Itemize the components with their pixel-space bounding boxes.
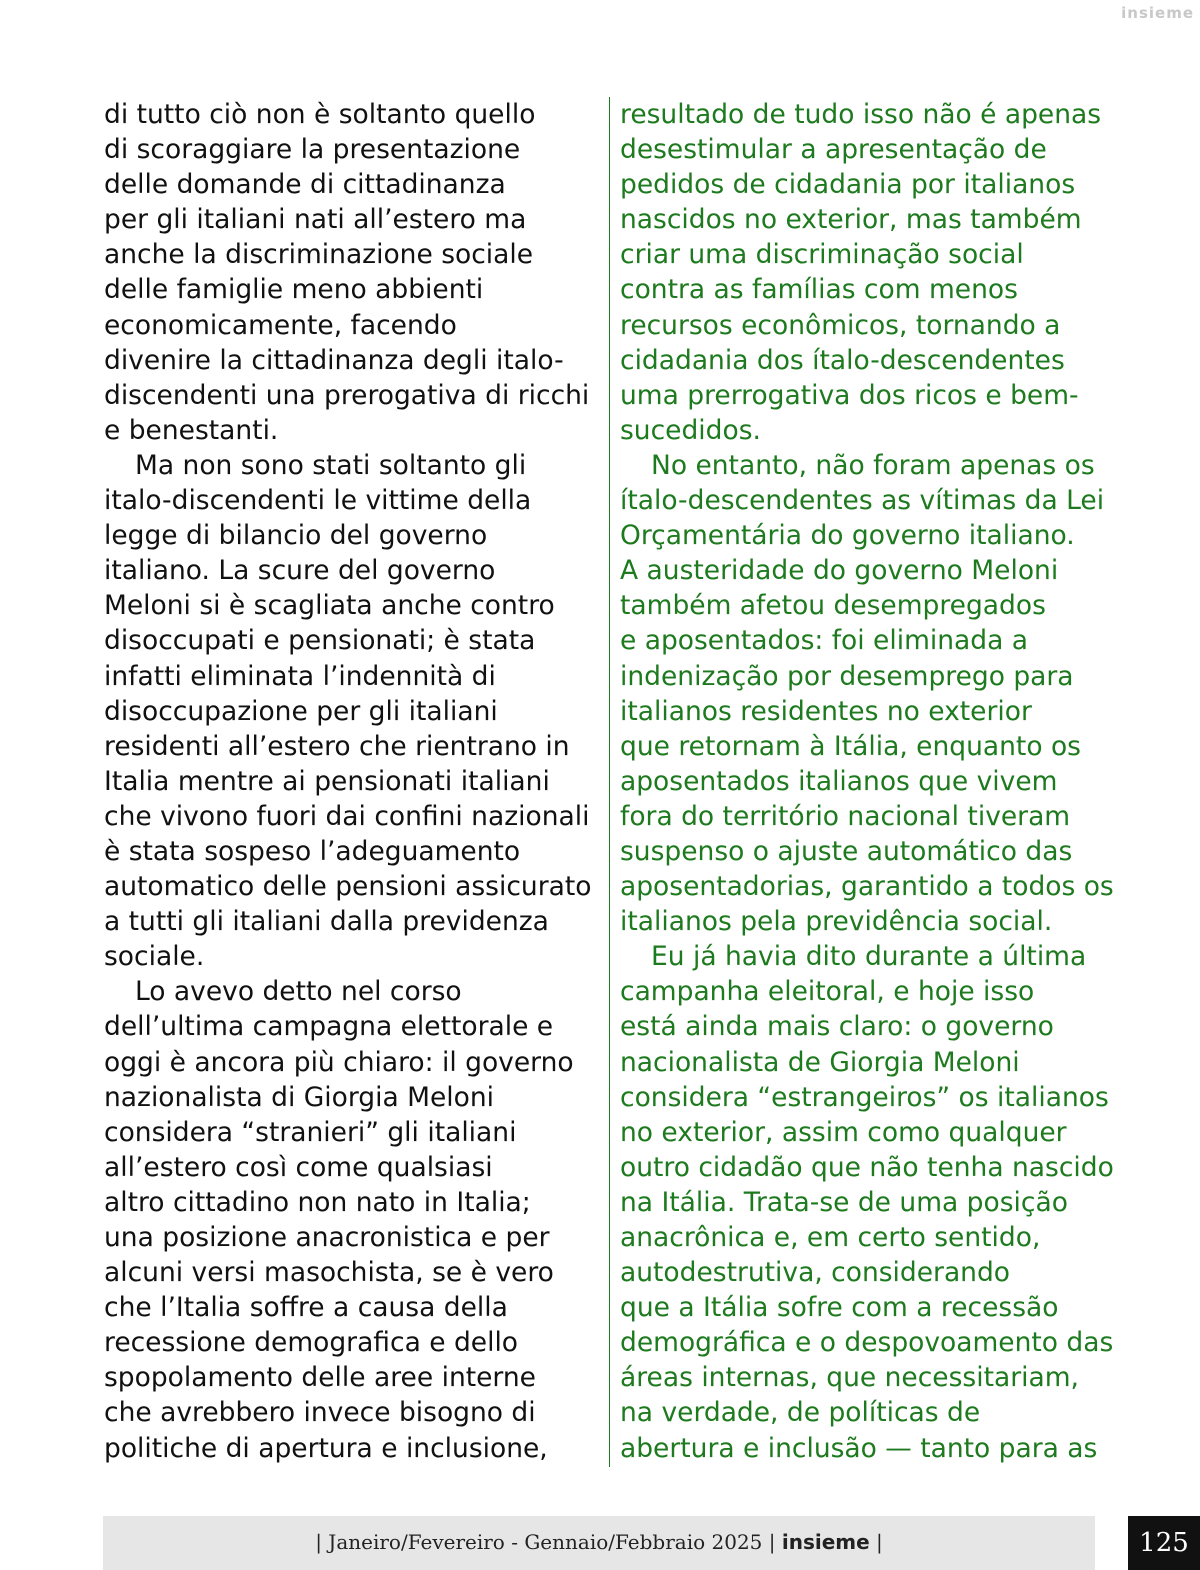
- portuguese-text-line: nascidos no exterior, mas também: [620, 204, 1082, 236]
- portuguese-text-line: suspenso o ajuste automático das: [620, 835, 1073, 867]
- portuguese-text-line: anacrônica e, em certo sentido,: [620, 1222, 1041, 1253]
- italian-text-line: residenti all’estero che rientrano in: [104, 730, 570, 762]
- footer-separator: |: [876, 1530, 883, 1554]
- portuguese-text-line: criar uma discriminação social: [620, 239, 1024, 271]
- italian-text-line: Ma non sono stati soltanto gli: [135, 449, 527, 481]
- italian-text-line: sociale.: [104, 941, 205, 973]
- portuguese-text-line: Eu já havia dito durante a última: [651, 941, 1087, 973]
- portuguese-text-line: que retornam à Itália, enquanto os: [620, 730, 1081, 762]
- page-number: 125: [1128, 1516, 1200, 1570]
- column-divider: [609, 97, 610, 1467]
- portuguese-text-line: resultado de tudo isso não é apenas: [620, 99, 1102, 130]
- italian-text-line: divenire la cittadinanza degli italo-: [104, 344, 564, 376]
- portuguese-text-line: No entanto, não foram apenas os: [651, 449, 1095, 481]
- footer-bar: [103, 1516, 1095, 1570]
- italian-text-line: per gli italiani nati all’estero ma: [104, 204, 527, 236]
- italian-text-line: Lo avevo detto nel corso: [135, 976, 462, 1008]
- portuguese-text-line: campanha eleitoral, e hoje isso: [620, 976, 1035, 1008]
- italian-text-line: discendenti una prerogativa di ricchi: [104, 379, 590, 411]
- italian-text-line: disoccupati e pensionati; è stata: [104, 625, 536, 657]
- footer-brand: insieme: [781, 1530, 870, 1554]
- italian-text-line: all’estero così come qualsiasi: [104, 1151, 493, 1183]
- italian-text-line: italiano. La scure del governo: [104, 555, 496, 587]
- portuguese-text-line: está ainda mais claro: o governo: [620, 1011, 1054, 1043]
- portuguese-text-line: demográfica e o despovoamento das: [620, 1327, 1114, 1359]
- portuguese-text-line: e aposentados: foi eliminada a: [620, 625, 1029, 657]
- portuguese-text-line: indenização por desemprego para: [620, 660, 1074, 692]
- italian-text-line: è stata sospeso l’adeguamento: [104, 835, 521, 867]
- footer-issue-date: | Janeiro/Fevereiro - Gennaio/Febbraio 2025 |: [315, 1530, 776, 1554]
- portuguese-text-line: italianos pela previdência social.: [620, 906, 1053, 938]
- portuguese-text-line: contra as famílias com menos: [620, 274, 1018, 306]
- portuguese-text-line: na Itália. Trata-se de uma posição: [620, 1186, 1068, 1218]
- portuguese-text-line: que a Itália sofre com a recessão: [620, 1292, 1059, 1324]
- italian-text-line: e benestanti.: [104, 414, 279, 446]
- italian-text-line: recessione demografica e dello: [104, 1327, 519, 1359]
- italian-text-line: considera “stranieri” gli italiani: [104, 1116, 517, 1148]
- italian-text-line: dell’ultima campagna elettorale e: [104, 1011, 554, 1043]
- italian-text-line: economicamente, facendo: [104, 309, 457, 341]
- portuguese-text-line: autodestrutiva, considerando: [620, 1257, 1011, 1289]
- italian-text-line: legge di bilancio del governo: [104, 520, 488, 552]
- italian-text-line: italo-discendenti le vittime della: [104, 485, 532, 517]
- portuguese-text-line: italianos residentes no exterior: [620, 695, 1032, 727]
- italian-text-line: Meloni si è scagliata anche contro: [104, 590, 555, 622]
- portuguese-text-line: Orçamentária do governo italiano.: [620, 520, 1075, 552]
- portuguese-text-line: no exterior, assim como qualquer: [620, 1116, 1067, 1148]
- portuguese-text-line: desestimular a apresentação de: [620, 134, 1047, 166]
- portuguese-column: [620, 97, 1114, 1466]
- portuguese-text-line: também afetou desempregados: [620, 590, 1046, 622]
- italian-text-line: alcuni versi masochista, se è vero: [104, 1257, 554, 1289]
- header-brand-logo: insieme: [1121, 4, 1194, 22]
- portuguese-text-line: considera “estrangeiros” os italianos: [620, 1081, 1109, 1113]
- portuguese-text-line: nacionalista de Giorgia Meloni: [620, 1046, 1020, 1078]
- portuguese-text-line: uma prerrogativa dos ricos e bem-: [620, 379, 1079, 411]
- portuguese-text-line: outro cidadão que não tenha nascido: [620, 1151, 1114, 1183]
- portuguese-text-line: sucedidos.: [620, 414, 761, 446]
- italian-text-line: anche la discriminazione sociale: [104, 239, 534, 271]
- italian-text-line: Italia mentre ai pensionati italiani: [104, 765, 550, 797]
- italian-text-line: nazionalista di Giorgia Meloni: [104, 1081, 495, 1113]
- italian-text-line: automatico delle pensioni assicurato: [104, 871, 592, 903]
- italian-text-line: altro cittadino non nato in Italia;: [104, 1186, 531, 1218]
- italian-text-line: di scoraggiare la presentazione: [104, 134, 521, 166]
- portuguese-text-line: A austeridade do governo Meloni: [620, 555, 1059, 587]
- portuguese-text-line: aposentadorias, garantido a todos os: [620, 871, 1114, 903]
- italian-text-line: infatti eliminata l’indennità di: [104, 660, 496, 692]
- portuguese-text-line: aposentados italianos que vivem: [620, 765, 1058, 797]
- portuguese-text-line: recursos econômicos, tornando a: [620, 309, 1061, 341]
- italian-text-line: che vivono fuori dai confini nazionali: [104, 800, 590, 832]
- italian-text-line: oggi è ancora più chiaro: il governo: [104, 1046, 574, 1078]
- italian-text-line: di tutto ciò non è soltanto quello: [104, 99, 536, 130]
- italian-text-line: disoccupazione per gli italiani: [104, 695, 498, 727]
- italian-text-line: spopolamento delle aree interne: [104, 1362, 536, 1394]
- italian-text-line: a tutti gli italiani dalla previdenza: [104, 906, 549, 938]
- footer-text: [103, 1530, 1095, 1554]
- italian-column: [104, 97, 594, 1466]
- italian-text-line: che l’Italia soffre a causa della: [104, 1292, 508, 1324]
- italian-text-line: politiche di apertura e inclusione,: [104, 1432, 548, 1464]
- portuguese-text-line: cidadania dos ítalo-descendentes: [620, 344, 1065, 376]
- italian-text-line: una posizione anacronistica e per: [104, 1222, 550, 1253]
- italian-text-line: delle domande di cittadinanza: [104, 169, 506, 201]
- italian-text-line: delle famiglie meno abbienti: [104, 274, 484, 306]
- portuguese-text-line: na verdade, de políticas de: [620, 1397, 981, 1429]
- portuguese-text-line: fora do território nacional tiveram: [620, 800, 1071, 832]
- portuguese-text-line: abertura e inclusão — tanto para as: [620, 1432, 1098, 1464]
- italian-text-line: che avrebbero invece bisogno di: [104, 1397, 536, 1429]
- portuguese-text-line: áreas internas, que necessitariam,: [620, 1362, 1079, 1394]
- portuguese-text-line: ítalo-descendentes as vítimas da Lei: [620, 485, 1105, 517]
- portuguese-text-line: pedidos de cidadania por italianos: [620, 169, 1076, 201]
